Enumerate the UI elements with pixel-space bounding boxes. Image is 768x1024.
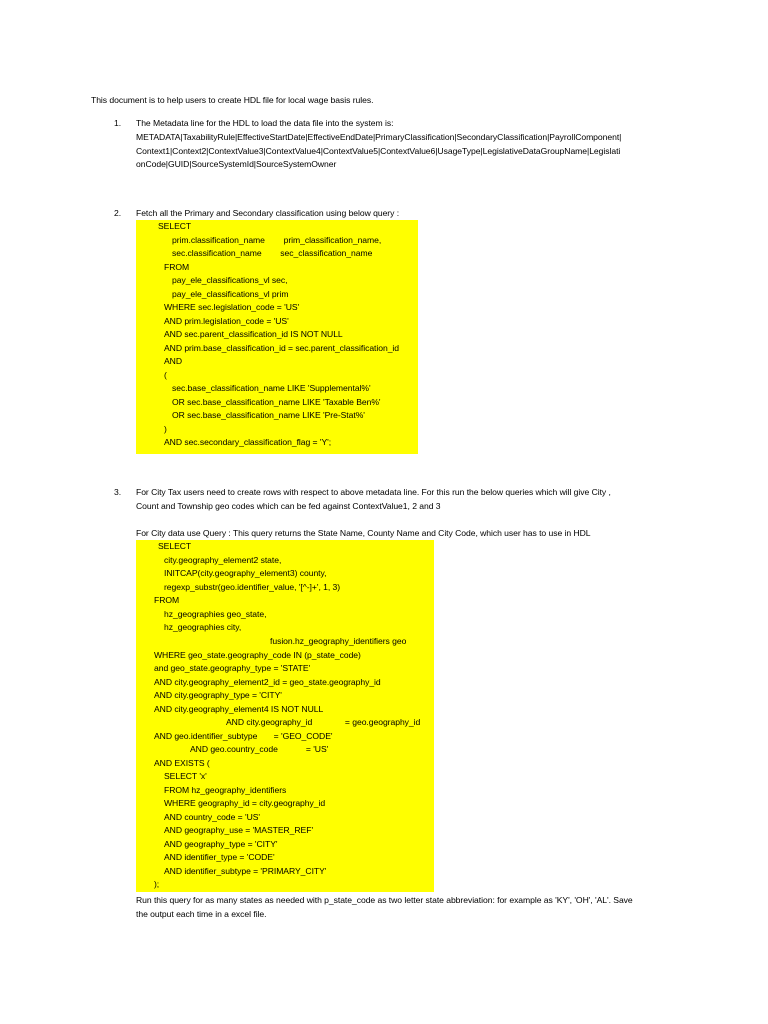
sql-line: WHERE sec.legislation_code = 'US' bbox=[164, 302, 300, 312]
item-3-line-1: For City Tax users need to create rows with respect to above metadata line. For this run the below queries which will give City , bbox=[136, 487, 611, 497]
sql-line: AND geo.country_code = 'US' bbox=[190, 744, 329, 754]
item-3-line-2: Count and Township geo codes which can be fed against ContextValue1, 2 and 3 bbox=[136, 501, 441, 511]
sql-line: AND sec.parent_classification_id IS NOT NULL bbox=[164, 329, 343, 339]
sql-line: AND geography_type = 'CITY' bbox=[164, 839, 278, 849]
sql-line: AND geo.identifier_subtype = 'GEO_CODE' bbox=[154, 731, 333, 741]
sql-line: INITCAP(city.geography_element3) county, bbox=[164, 568, 327, 578]
sql-line: AND EXISTS ( bbox=[154, 758, 210, 768]
sql-line: AND identifier_subtype = 'PRIMARY_CITY' bbox=[164, 866, 327, 876]
item-2-heading: Fetch all the Primary and Secondary classification using below query : bbox=[136, 208, 400, 218]
item-1-line-1: The Metadata line for the HDL to load the data file into the system is: bbox=[136, 118, 394, 128]
city-query-heading: For City data use Query : This query returns the State Name, County Name and City Code, which user has to use in HDL bbox=[136, 528, 591, 538]
sql-line: FROM bbox=[154, 595, 180, 605]
item-1-metadata-line-2: METADATA|TaxabilityRule|EffectiveStartDate|EffectiveEndDate|PrimaryClassification|SecondaryClassification|PayrollComponent| bbox=[136, 132, 622, 142]
intro-text: This document is to help users to create HDL file for local wage basis rules. bbox=[91, 95, 374, 105]
sql-line: WHERE geography_id = city.geography_id bbox=[164, 798, 326, 808]
sql-line: and geo_state.geography_type = 'STATE' bbox=[154, 663, 311, 673]
sql-line: sec.classification_name sec_classification_name bbox=[172, 248, 373, 258]
sql-line: regexp_substr(geo.identifier_value, '[^-]+', 1, 3) bbox=[164, 582, 341, 592]
sql-line: AND identifier_type = 'CODE' bbox=[164, 852, 275, 862]
sql-line: AND prim.base_classification_id = sec.parent_classification_id bbox=[164, 343, 400, 353]
sql-line: prim.classification_name prim_classification_name, bbox=[172, 235, 382, 245]
sql-line: AND city.geography_element2_id = geo_state.geography_id bbox=[154, 677, 381, 687]
sql-line: FROM hz_geography_identifiers bbox=[164, 785, 287, 795]
sql-line: SELECT 'x' bbox=[164, 771, 207, 781]
sql-line: WHERE geo_state.geography_code IN (p_state_code) bbox=[154, 650, 361, 660]
item-1-metadata-line-4: onCode|GUID|SourceSystemId|SourceSystemOwner bbox=[136, 159, 337, 169]
sql-line: fusion.hz_geography_identifiers geo bbox=[270, 636, 407, 646]
sql-line: pay_ele_classifications_vl prim bbox=[172, 289, 289, 299]
sql-line: city.geography_element2 state, bbox=[164, 555, 282, 565]
sql-line: pay_ele_classifications_vl sec, bbox=[172, 275, 288, 285]
item-3-number: 3. bbox=[114, 487, 122, 497]
run-instructions-line-1: Run this query for as many states as needed with p_state_code as two letter state abbreviation: for example as 'KY', 'OH', 'AL'. Save bbox=[136, 895, 633, 905]
sql-line: OR sec.base_classification_name LIKE 'Pre-Stat%' bbox=[172, 410, 365, 420]
sql-line: AND prim.legislation_code = 'US' bbox=[164, 316, 289, 326]
item-2-number: 2. bbox=[114, 208, 122, 218]
item-1-number: 1. bbox=[114, 118, 122, 128]
sql-line: ); bbox=[154, 879, 160, 889]
sql-line: hz_geographies geo_state, bbox=[164, 609, 267, 619]
run-instructions-line-2: the output each time in a excel file. bbox=[136, 909, 267, 919]
sql-line: ( bbox=[164, 370, 167, 380]
sql-line: sec.base_classification_name LIKE 'Supplemental%' bbox=[172, 383, 371, 393]
item-1-metadata-line-3: Context1|Context2|ContextValue3|ContextValue4|ContextValue5|ContextValue6|UsageType|LegislativeDataGroupName|Legislati bbox=[136, 146, 621, 156]
sql-line: FROM bbox=[164, 262, 190, 272]
sql-line: AND bbox=[164, 356, 182, 366]
sql-line: SELECT bbox=[158, 541, 192, 551]
sql-line: AND city.geography_element4 IS NOT NULL bbox=[154, 704, 324, 714]
sql-line: AND sec.secondary_classification_flag = 'Y'; bbox=[164, 437, 332, 447]
sql-line: AND city.geography_id = geo.geography_id bbox=[226, 717, 421, 727]
sql-line: AND country_code = 'US' bbox=[164, 812, 260, 822]
sql-line: OR sec.base_classification_name LIKE 'Taxable Ben%' bbox=[172, 397, 381, 407]
sql-line: SELECT bbox=[158, 221, 192, 231]
sql-line: AND geography_use = 'MASTER_REF' bbox=[164, 825, 314, 835]
sql-line: ) bbox=[164, 424, 167, 434]
sql-line: hz_geographies city, bbox=[164, 622, 242, 632]
sql-line: AND city.geography_type = 'CITY' bbox=[154, 690, 282, 700]
